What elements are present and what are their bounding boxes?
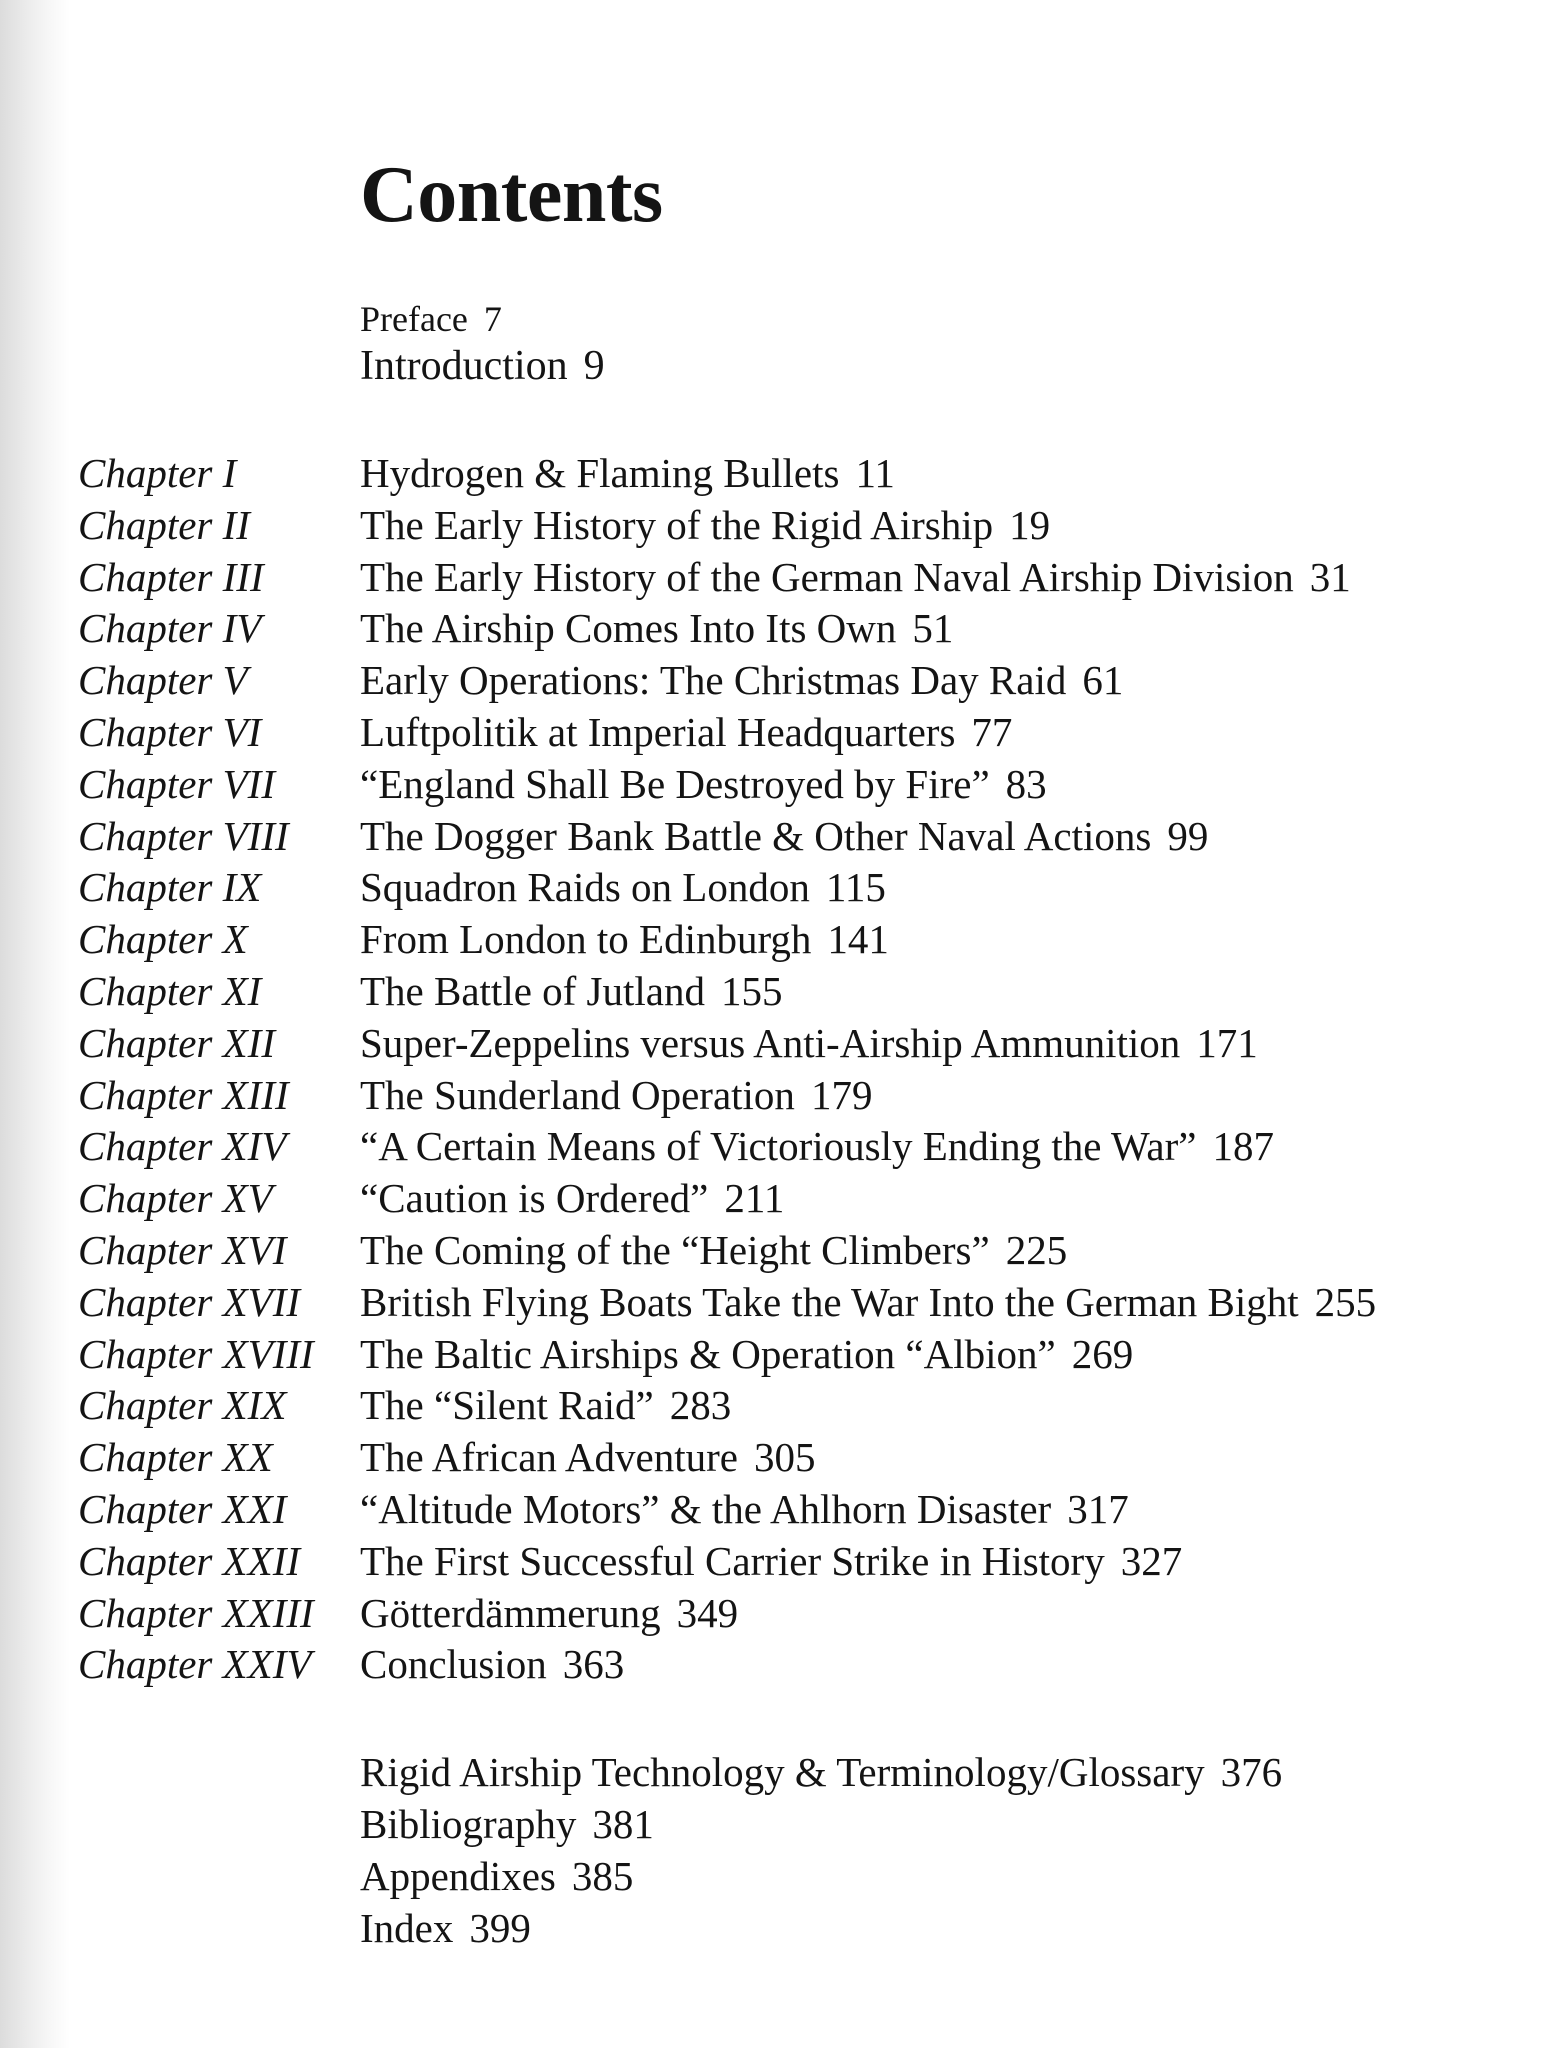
chapter-entry [78,1588,1376,1640]
chapter-page-number: 179 [810,1071,873,1118]
chapter-label: Chapter X [78,916,248,963]
chapter-label: Chapter V [78,657,248,704]
chapter-label: Chapter VII [78,760,275,807]
chapter-page-number: 31 [1309,553,1351,600]
chapter-entry [78,603,1376,655]
chapter-label: Chapter XI [78,967,262,1014]
chapter-title: The First Successful Carrier Strike in History [360,1537,1105,1584]
chapter-entry [78,862,1376,914]
chapter-title: British Flying Boats Take the War Into the German Bight [360,1278,1299,1325]
chapter-label: Chapter XII [78,1019,275,1066]
chapter-entry [78,1018,1376,1070]
chapter-entry [78,1121,1376,1173]
chapter-entry [78,811,1376,863]
chapter-title: “Caution is Ordered” [360,1175,709,1222]
chapter-page-number: 255 [1314,1278,1377,1325]
chapter-title: The “Silent Raid” [360,1382,654,1429]
chapter-entry [78,966,1376,1018]
chapter-page-number: 171 [1196,1019,1258,1066]
contents-heading: Contents [360,151,663,239]
chapter-label: Chapter XIV [78,1123,287,1170]
entry-page-number: 399 [469,1905,531,1951]
chapter-title: Luftpolitik at Imperial Headquarters [360,708,956,755]
chapter-list [78,448,1376,1691]
chapter-page-number: 363 [562,1641,625,1688]
entry-title: Bibliography [360,1801,577,1847]
chapter-page-number: 83 [1005,760,1047,807]
chapter-page-number: 77 [971,708,1013,755]
chapter-page-number: 99 [1167,812,1209,859]
chapter-label: Chapter II [78,501,250,548]
chapter-entry [78,1225,1376,1277]
chapter-title: The Early History of the German Naval Airship Division [360,553,1294,600]
chapter-page-number: 211 [724,1175,785,1222]
chapter-title: The African Adventure [360,1434,738,1481]
chapter-label: Chapter IX [78,864,262,911]
chapter-page-number: 305 [753,1434,816,1481]
chapter-page-number: 141 [827,916,889,963]
entry-title: Index [360,1905,454,1951]
chapter-title: Squadron Raids on London [360,864,810,911]
chapter-title: The Dogger Bank Battle & Other Naval Actions [360,812,1152,859]
entry-title: Introduction [360,343,568,389]
chapter-title: The Coming of the “Height Climbers” [360,1226,990,1273]
chapter-title: Early Operations: The Christmas Day Raid [360,657,1067,704]
chapter-title: The Battle of Jutland [360,967,705,1014]
chapter-title: Super-Zeppelins versus Anti-Airship Ammunition [360,1019,1181,1066]
chapter-page-number: 327 [1120,1537,1183,1584]
chapter-page-number: 269 [1071,1330,1134,1377]
chapter-entry [78,448,1376,500]
chapter-title: From London to Edinburgh [360,916,812,963]
chapter-label: Chapter IV [78,605,262,652]
chapter-label: Chapter XIII [78,1071,289,1118]
chapter-label: Chapter VIII [78,812,289,859]
front-matter-list [360,296,605,390]
chapter-page-number: 11 [855,450,895,496]
chapter-title: The Early History of the Rigid Airship [360,501,994,548]
chapter-page-number: 61 [1082,657,1124,704]
chapter-label: Chapter XX [78,1434,273,1481]
chapter-title: The Sunderland Operation [360,1071,795,1118]
chapter-page-number: 115 [825,864,886,911]
chapter-entry [78,759,1376,811]
chapter-entry [78,1432,1376,1484]
chapter-page-number: 187 [1212,1123,1274,1170]
chapter-title: The Airship Comes Into Its Own [360,605,897,652]
chapter-entry [78,1070,1376,1122]
chapter-entry [78,500,1376,552]
chapter-page-number: 19 [1009,501,1051,548]
front-matter-entry-introduction [360,342,605,390]
chapter-entry [78,655,1376,707]
front-matter-entry-preface [360,296,605,342]
entry-page-number: 381 [592,1801,654,1847]
chapter-page-number: 51 [912,605,954,652]
chapter-label: Chapter XXII [78,1537,301,1584]
chapter-title: “A Certain Means of Victoriously Ending the War” [360,1123,1197,1170]
chapter-label: Chapter XXI [78,1485,287,1532]
chapter-label: Chapter XVIII [78,1330,314,1377]
chapter-entry [78,1484,1376,1536]
chapter-title: Conclusion [360,1641,547,1688]
back-matter-list [360,1746,1282,1954]
back-matter-entry-glossary [360,1746,1282,1798]
entry-page-number: 385 [571,1853,634,1899]
chapter-label: Chapter VI [78,708,262,755]
chapter-title: “Altitude Motors” & the Ahlhorn Disaster [360,1485,1052,1532]
chapter-label: Chapter XXIV [78,1641,312,1688]
entry-page-number: 376 [1220,1749,1283,1795]
entry-title: Appendixes [360,1853,556,1899]
chapter-entry [78,1329,1376,1381]
chapter-entry [78,1380,1376,1432]
chapter-label: Chapter XIX [78,1382,287,1429]
chapter-label: Chapter XVI [78,1226,287,1273]
chapter-entry [78,552,1376,604]
chapter-entry [78,1639,1376,1691]
chapter-page-number: 283 [669,1382,732,1429]
back-matter-entry-index [360,1902,1282,1954]
chapter-entry [78,1277,1376,1329]
chapter-page-number: 155 [721,967,783,1014]
chapter-page-number: 317 [1067,1485,1129,1532]
chapter-title: Hydrogen & Flaming Bullets [360,450,840,496]
page-binding-shadow [0,0,70,2048]
chapter-label: Chapter III [78,553,264,600]
chapter-title: Götterdämmerung [360,1589,661,1636]
chapter-title: “England Shall Be Destroyed by Fire” [360,760,990,807]
entry-title: Rigid Airship Technology & Terminology/Glossary [360,1749,1205,1795]
entry-page-number: 9 [583,343,605,389]
chapter-label: Chapter I [78,450,237,496]
chapter-title: The Baltic Airships & Operation “Albion” [360,1330,1056,1377]
chapter-page-number: 225 [1005,1226,1068,1273]
chapter-label: Chapter XVII [78,1278,301,1325]
back-matter-entry-bibliography [360,1798,1282,1850]
chapter-page-number: 349 [676,1589,739,1636]
back-matter-entry-appendixes [360,1850,1282,1902]
chapter-label: Chapter XXIII [78,1589,314,1636]
chapter-label: Chapter XV [78,1175,273,1222]
chapter-entry [78,1536,1376,1588]
chapter-entry [78,914,1376,966]
entry-title: Preface [360,299,468,339]
entry-page-number: 7 [483,299,502,339]
chapter-entry [78,1173,1376,1225]
chapter-entry [78,707,1376,759]
